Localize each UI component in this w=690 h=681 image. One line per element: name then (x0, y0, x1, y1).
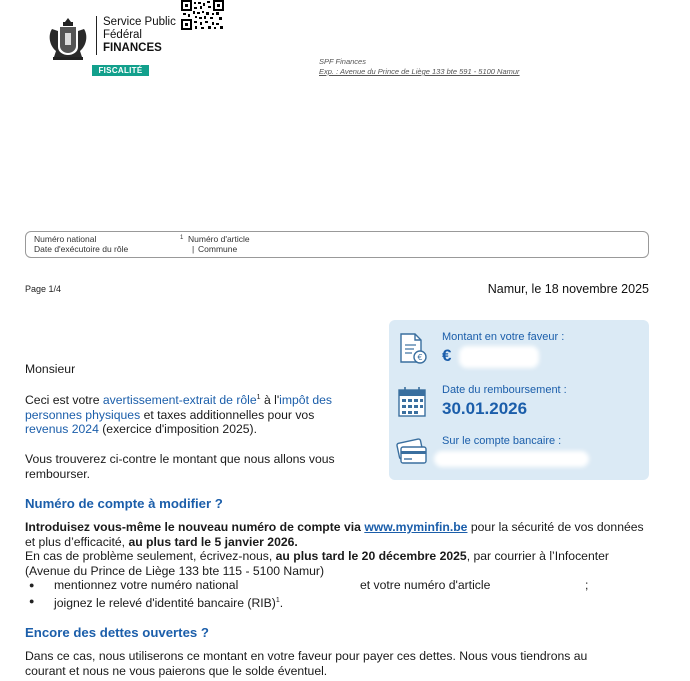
document-euro-icon (398, 332, 428, 366)
reference-box (25, 231, 649, 258)
footnote-ref: 1 (256, 394, 261, 401)
heading-open-debts: Encore des dettes ouvertes ? (25, 625, 209, 640)
qr-code-icon (181, 0, 224, 30)
account-text-line3c: , par courrier à l’Infocenter (466, 549, 609, 563)
refund-date: 30.01.2026 (442, 399, 528, 418)
intro-line-2 (25, 408, 370, 423)
sender-address: Exp. : Avenue du Prince de Liège 133 bte 591 - 5100 Namur (319, 67, 520, 76)
refund-info-box (389, 320, 649, 480)
org-line-1: Service Public (103, 16, 176, 28)
org-line-2: Fédéral (103, 29, 142, 41)
bullet-2-sup: 1 (275, 597, 280, 604)
assessment-link[interactable]: avertissement-extrait de rôle (102, 393, 257, 408)
intro-text-a: Ceci est votre (25, 393, 103, 408)
page-number: Page 1/4 (25, 284, 62, 294)
organization-name (96, 16, 193, 55)
bullet-item-2 (54, 594, 283, 611)
bullet-1-text-c: ; (585, 578, 589, 592)
intro-paragraph (25, 391, 370, 437)
org-line-3: FINANCES (103, 42, 162, 54)
debts-line-1: Dans ce cas, nous utiliserons ce montant en votre faveur pour payer ces dettes. Nous vous tiendrons au (25, 649, 588, 663)
article-number-label: Numéro d'article (188, 234, 250, 244)
account-deadline: au plus tard le 5 janvier 2026. (128, 534, 298, 549)
account-text-rest: pour la sécurité de vos données (467, 520, 644, 534)
belgian-coat-of-arms-icon (44, 15, 92, 63)
svg-text:€: € (417, 353, 423, 362)
amount-currency: € (442, 346, 452, 365)
sender-name: SPF Finances (319, 57, 366, 66)
account-change-section (25, 520, 665, 578)
bullet-item-1 (54, 578, 238, 593)
enforceable-date-label: Date d'exécutoire du rôle (34, 244, 129, 254)
account-text-line2a: et plus d’efficacité, (25, 534, 129, 549)
account-line-1 (25, 520, 665, 535)
account-line-3 (25, 549, 665, 564)
reference-superscript: 1 (180, 235, 184, 241)
intro-line-3 (25, 422, 370, 437)
intro-text-d: (exercice d'imposition 2025). (98, 422, 257, 437)
amount-label: Montant en votre faveur : (442, 331, 565, 343)
bank-card-icon (396, 438, 428, 466)
refund-line-2: rembourser. (25, 466, 91, 481)
bullet-1-text-a: mentionnez votre numéro national (54, 578, 239, 592)
myminfin-link[interactable]: www.myminfin.be (364, 520, 468, 534)
letter-deadline: au plus tard le 20 décembre 2025 (275, 549, 467, 563)
refund-line-1: Vous trouverez ci-contre le montant que nous allons vous (25, 452, 335, 466)
tax-link-part1[interactable]: impôt des (279, 393, 333, 408)
account-line-2 (25, 535, 665, 550)
salutation: Monsieur (25, 362, 76, 376)
refund-date-label: Date du remboursement : (442, 384, 567, 396)
account-redacted (434, 451, 589, 467)
intro-text-c: et taxes additionnelles pour vos (140, 407, 315, 422)
debts-line-2: courant et nous ne vous paierons que le solde éventuel. (25, 663, 328, 678)
place-date: Namur, le 18 novembre 2025 (487, 282, 649, 296)
national-number-label: Numéro national (34, 234, 97, 244)
bullet-2-text: joignez le relevé d'identité bancaire (RIB) (54, 596, 276, 611)
amount-redacted (459, 346, 539, 368)
intro-line-1 (25, 391, 370, 408)
refund-paragraph (25, 452, 335, 481)
debts-paragraph (25, 649, 675, 678)
commune-separator: | (192, 244, 195, 254)
account-text-bold: Introduisez vous-même le nouveau numéro de compte via (25, 520, 365, 534)
income-link[interactable]: revenus 2024 (25, 422, 99, 437)
heading-account-change: Numéro de compte à modifier ? (25, 496, 223, 511)
bullet-2-end: . (279, 596, 284, 611)
intro-text-b: à l' (260, 393, 280, 408)
account-line-4: (Avenue du Prince de Liège 133 bte 115 - 5100 Namur) (25, 563, 325, 578)
sender-block (319, 57, 520, 77)
bullet-1-text-b: et votre numéro d'article (360, 578, 491, 592)
calendar-icon (397, 386, 427, 418)
department-badge: FISCALITÉ (92, 65, 149, 76)
account-text-line3a: En cas de problème seulement, écrivez-nous, (25, 549, 276, 563)
commune-label: Commune (198, 244, 238, 254)
tax-link-part2[interactable]: personnes physiques (25, 407, 141, 422)
account-label: Sur le compte bancaire : (442, 435, 562, 447)
